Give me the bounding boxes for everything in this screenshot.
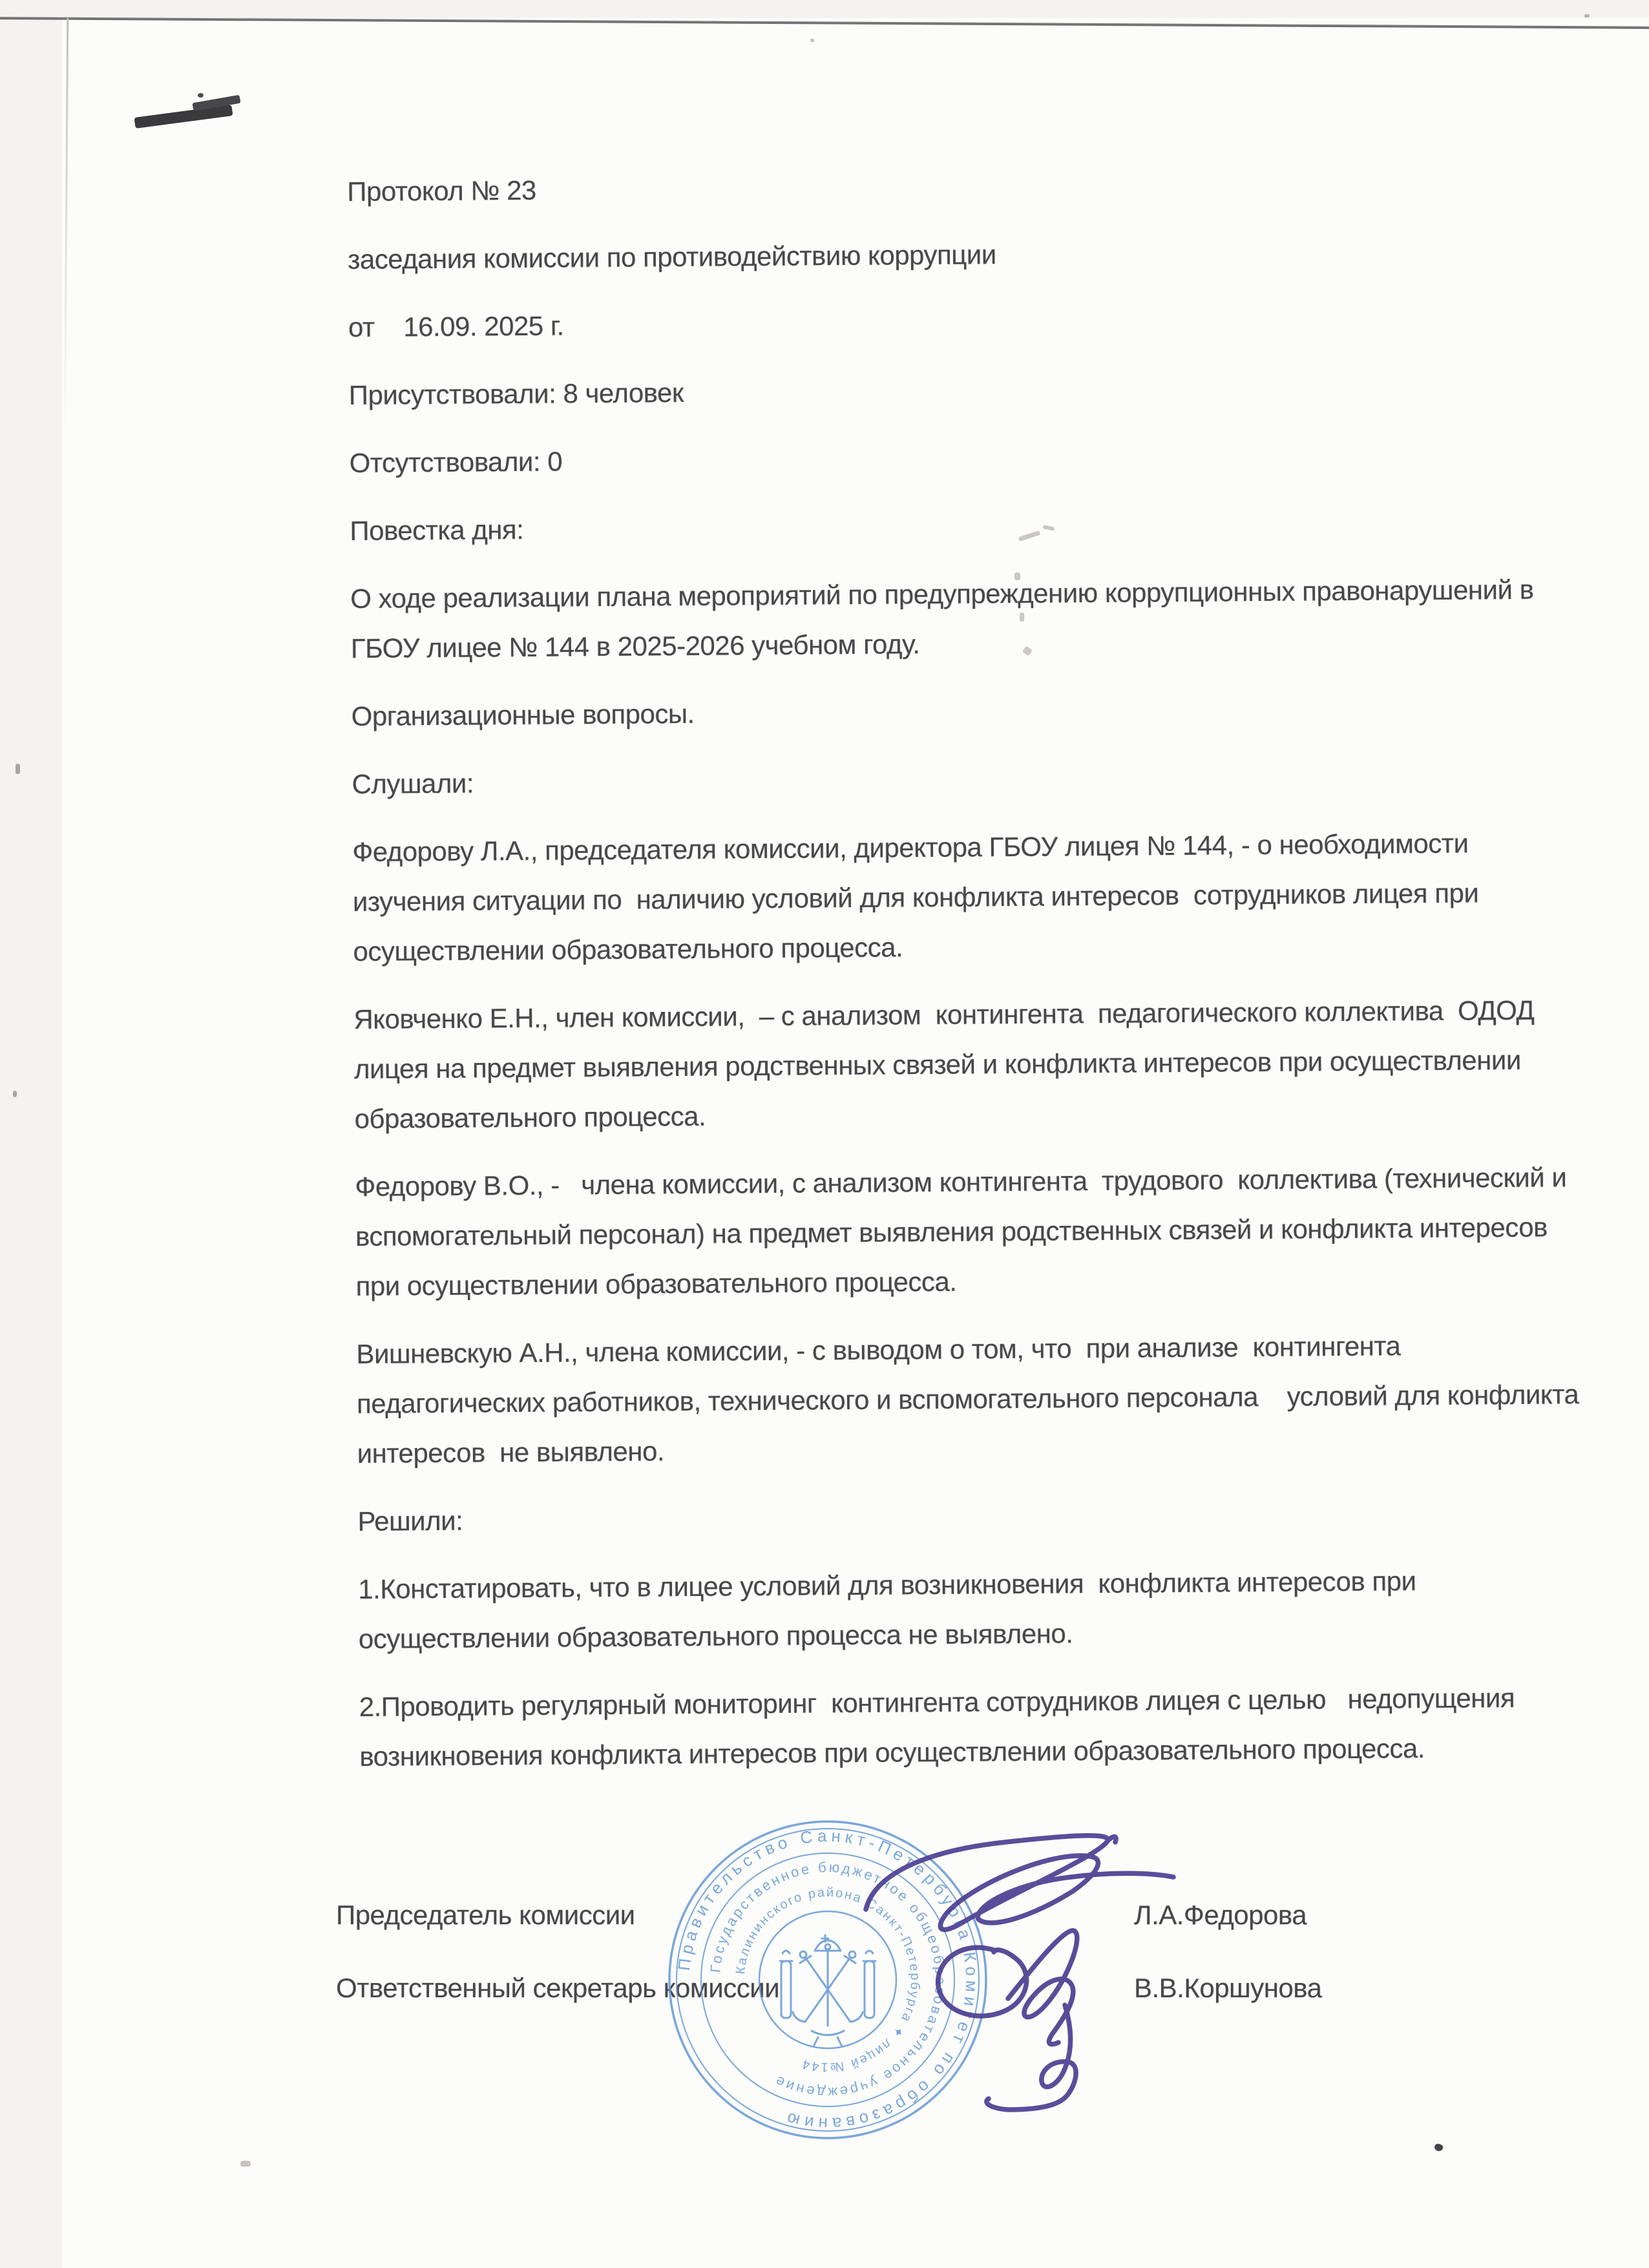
text-line: вспомогательный персонал) на предмет выявления родственных связей и конфликта интересов <box>355 1212 1548 1252</box>
handwritten-signatures <box>846 1819 1208 2129</box>
stamp-ring-outer-text: Правительство Санкт-Петербурга Комитет по образованию <box>674 1825 982 2134</box>
agenda-item <box>350 563 1637 673</box>
heard-heading <box>352 749 1638 809</box>
speaker-paragraph <box>353 984 1641 1144</box>
text-line: интересов не выявлено. <box>357 1436 665 1469</box>
text-line: Протокол № 23 <box>347 174 536 207</box>
signature-label: Ответственный секретарь комиссии <box>336 1973 780 2003</box>
stamp-ring-inner-text: Калининского района Санкт-Петербурга ✦ лицей №144 <box>733 1885 923 2075</box>
text-line: Организационные вопросы. <box>351 698 695 732</box>
speaker-paragraph <box>352 817 1639 976</box>
present-count <box>348 360 1635 420</box>
text-line: лицея на предмет выявления родственных связей и конфликта интересов при осуществлении <box>353 1044 1521 1084</box>
scan-speck <box>16 764 20 774</box>
text-line: при осуществлении образовательного процесса. <box>355 1266 957 1301</box>
text-line: осуществлении образовательного процесса. <box>353 932 903 967</box>
scan-speck <box>240 2161 251 2167</box>
decision-item <box>359 1672 1645 1781</box>
text-line: Яковченко Е.Н., член комиссии, – с анализом контингента педагогического коллектива ОДОД <box>353 994 1535 1035</box>
agenda-item <box>351 681 1637 741</box>
document-text <box>347 156 1646 1800</box>
text-line: Повестка дня: <box>350 514 524 547</box>
absent-count <box>349 428 1635 488</box>
text-line: Присутствовали: 8 человек <box>348 377 684 411</box>
text-line: 1.Констатировать, что в лицее условий для возникновения конфликта интересов при <box>358 1566 1416 1604</box>
text-line: изучения ситуации по наличию условий для конфликта интересов сотрудников лицея при <box>352 877 1479 918</box>
speaker-paragraph <box>355 1151 1642 1311</box>
text-line: Слушали: <box>352 768 474 800</box>
text-line: Решили: <box>357 1505 463 1537</box>
signature-ink-korshunova <box>938 1931 1077 2110</box>
text-line: педагогических работников, технического и вспомогательного персонала условий для конфликта <box>356 1379 1579 1419</box>
ink-speck <box>198 93 204 98</box>
text-line: от 16.09. 2025 г. <box>348 310 564 343</box>
text-line: осуществлении образовательного процесса не выявлено. <box>358 1618 1073 1654</box>
signature-ink-fedorova <box>866 1836 1173 1930</box>
scan-speck <box>810 39 814 42</box>
signature-label: Председатель комиссии <box>336 1900 635 1930</box>
text-line: Федорову В.О., - члена комиссии, с анализом контингента трудового коллектива (технический и <box>355 1162 1567 1202</box>
text-line: 2.Проводить регулярный мониторинг контингента сотрудников лицея с целью недопущения <box>359 1682 1515 1722</box>
decision-item <box>358 1554 1644 1664</box>
text-line: Федорову Л.А., председателя комиссии, директора ГБОУ лицея № 144, - о необходимости <box>352 828 1469 868</box>
speaker-paragraph <box>356 1319 1643 1478</box>
signature-name: В.В.Коршунова <box>1134 1973 1322 2003</box>
text-line: О ходе реализации плана мероприятий по предупреждению коррупционных правонарушений в <box>350 574 1534 614</box>
document-subtitle <box>348 224 1634 284</box>
text-line: ГБОУ лицее № 144 в 2025-2026 учебном году. <box>350 629 920 664</box>
signature-name: Л.А.Федорова <box>1134 1900 1307 1930</box>
stamp-ring-middle-text: Государственное бюджетное общеобразовательное учреждение <box>707 1858 949 2101</box>
scan-speck <box>1584 14 1590 17</box>
agenda-heading <box>350 496 1636 556</box>
scan-speck <box>13 1091 17 1097</box>
text-line: Отсутствовали: 0 <box>349 446 563 479</box>
text-line: заседания комиссии по противодействию коррупции <box>347 239 996 275</box>
text-line: Вишневскую А.Н., члена комиссии, - с выводом о том, что при анализе контингента <box>356 1330 1401 1369</box>
text-line: возникновения конфликта интересов при осуществлении образовательного процесса. <box>359 1733 1425 1772</box>
text-line: образовательного процесса. <box>354 1100 706 1134</box>
decided-heading <box>357 1486 1644 1546</box>
document-title <box>347 156 1633 216</box>
date-line <box>348 292 1635 352</box>
